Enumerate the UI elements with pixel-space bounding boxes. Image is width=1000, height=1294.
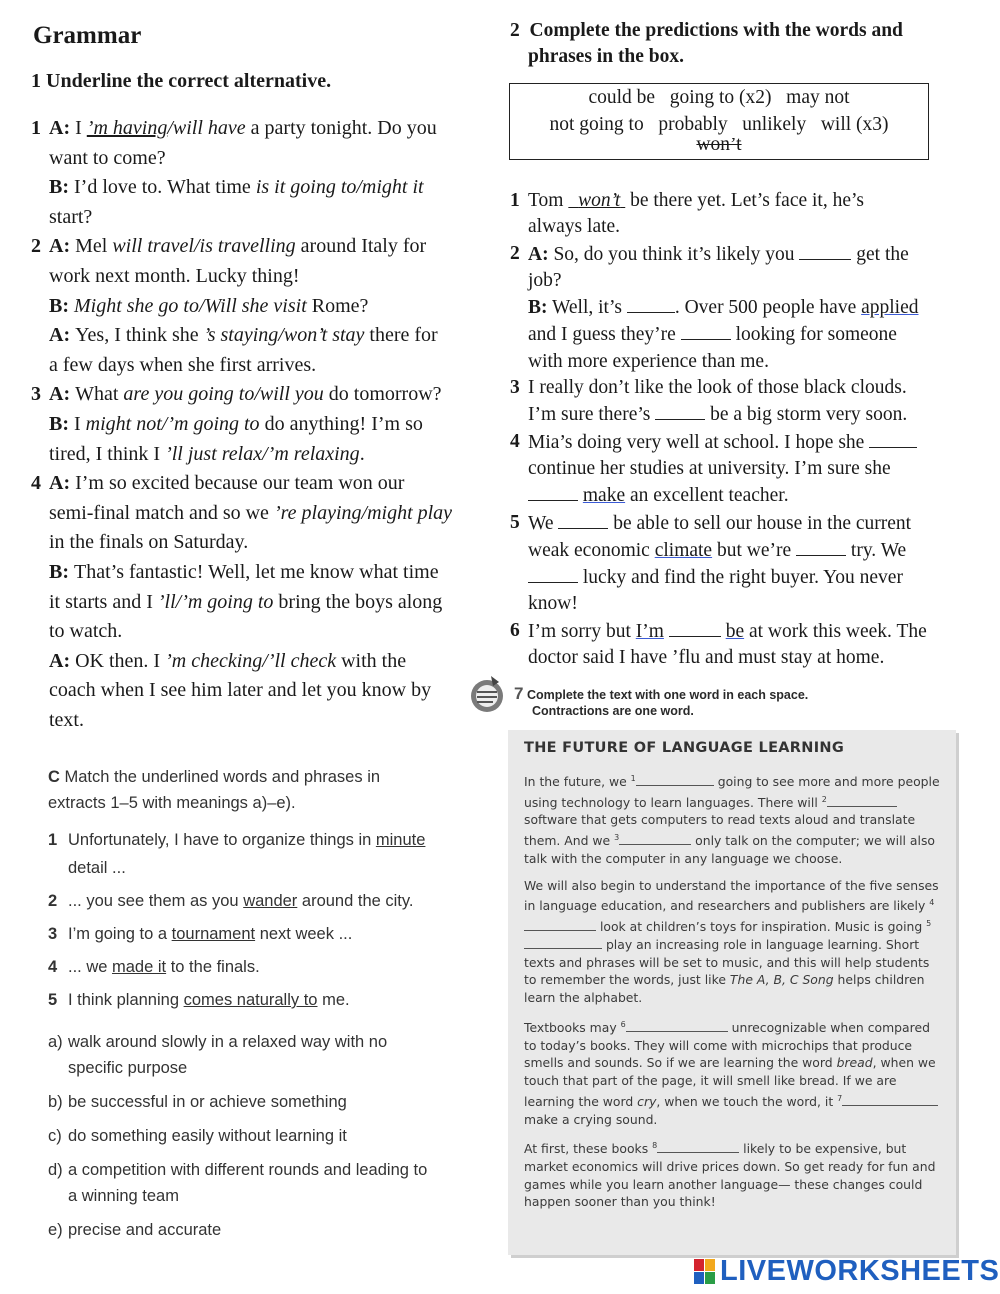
meaning-text: do something easily without learning it	[68, 1127, 347, 1145]
ex2-instruction-line1: Complete the predictions with the words and	[529, 20, 903, 41]
exC-meaning	[48, 1089, 478, 1115]
dialogue-text: a party tonight. Do you	[245, 117, 437, 139]
speaker-label: A:	[49, 383, 76, 406]
reading-title: THE FUTURE OF LANGUAGE LEARNING	[524, 740, 845, 756]
word-box	[509, 83, 929, 160]
item-number: 4	[31, 472, 41, 495]
exC-instruction	[48, 764, 478, 816]
dialogue-text: Rome?	[306, 294, 369, 317]
word-box-item-crossed: won’t	[696, 138, 742, 152]
dialogue-text: it starts and I	[49, 590, 158, 613]
speaker-label: B:	[49, 412, 74, 435]
ex2-item-5: 5 We be able to sell our house in the current weak economic climate but we’re try. We lucky and find the right buyer. You never know!	[510, 511, 912, 615]
answer-blank[interactable]	[528, 482, 578, 501]
dialogue-line	[49, 499, 481, 529]
meaning-letter: b)	[48, 1093, 63, 1111]
underlined-phrase: comes naturally to	[183, 991, 318, 1009]
exC-extract-3	[48, 920, 478, 948]
ex7-instruction	[514, 686, 808, 719]
extract-text: to the finals.	[166, 958, 260, 976]
alternative-option[interactable]: ’m having	[86, 117, 168, 139]
dialogue-text: That’s fantastic! Well, let me know what time	[74, 560, 439, 583]
dialogue-text: I’m so excited because our team won our	[75, 472, 405, 495]
dialogue-text: I	[74, 412, 86, 435]
item-number: 2	[48, 892, 58, 910]
dialogue-text: Yes, I think she	[75, 324, 204, 347]
speaker-label: B:	[49, 176, 74, 199]
underlined-phrase: made it	[112, 958, 167, 976]
speaker-label: B:	[49, 294, 74, 317]
meaning-text: a winning team	[68, 1187, 179, 1205]
extract-text: me.	[317, 991, 350, 1009]
text-blank[interactable]	[657, 1141, 739, 1153]
dialogue-line	[49, 647, 481, 677]
exC-label: C	[48, 768, 60, 786]
alternative-option[interactable]: ’s staying/won’t stay	[203, 324, 365, 347]
reading-paragraph-4: At first, these books $^8$ likely to be expensive, but market economics will drive prices down. So get ready for fun and games while you learn another language— these changes could happen sooner than you think!	[524, 1141, 936, 1210]
dialogue-line	[49, 114, 481, 144]
alternative-option[interactable]: Might she go to/Will she visit	[74, 294, 307, 317]
dialogue-text: What	[75, 383, 124, 406]
text-blank[interactable]	[626, 1020, 728, 1032]
word-box-item: unlikely	[742, 114, 807, 135]
extract-text: Unfortunately, I have to organize things in	[68, 831, 376, 849]
ex2-item-2: 2 A: So, do you think it’s likely you get the job? B: Well, it’s . Over 500 people have applied and I guess they’re looking for someone with more experience than me.	[510, 242, 919, 372]
ex1-instruction	[31, 70, 331, 93]
word-box-line1	[510, 84, 928, 111]
ex7-instruction-line1: Complete the text with one word in each space.	[526, 688, 809, 702]
ex2-item-6: 6 I’m sorry but I’m be at work this week. The doctor said I have ’flu and must stay at home.	[510, 619, 927, 669]
dialogue-text: do tomorrow?	[323, 383, 442, 406]
word-box-item: may not	[786, 87, 850, 108]
dialogue-text: I	[75, 117, 87, 139]
answer-blank[interactable]	[681, 321, 731, 340]
reading-paragraph-3: Textbooks may $^6$ unrecognizable when compared to today’s books. They will come with microchips that produce smells and sounds. So if we are learning the word bread, when we touch that part of the page, it will smell like bread. If we are learning the word cry, when we touch the word, it $^7$ make a crying sound.	[524, 1016, 940, 1128]
dialogue-line	[49, 558, 481, 588]
dialogue-text: semi-final match and so we	[49, 501, 274, 524]
dialogue-text: bring the boys along	[273, 590, 443, 613]
word-box-item: probably	[658, 114, 728, 135]
answer-blank[interactable]	[655, 401, 705, 420]
exC-meaning	[48, 1123, 478, 1149]
ex1-item-4	[31, 469, 481, 735]
meaning-letter: a)	[48, 1033, 63, 1051]
extract-text: around the city.	[297, 892, 414, 910]
dialogue-text: text.	[49, 708, 84, 731]
dialogue-text: around Italy for	[295, 235, 427, 258]
meaning-text: walk around slowly in a relaxed way with no	[68, 1033, 388, 1051]
dialogue-text: in the finals on Saturday.	[49, 531, 249, 554]
extract-text: I think planning	[68, 991, 184, 1009]
dialogue-text: tired, I think I	[49, 442, 166, 465]
ex2-item-3: 3 I really don’t like the look of those black clouds. I’m sure there’s be a big storm very soon.	[510, 377, 908, 426]
underlined-phrase: wander	[243, 892, 298, 910]
dialogue-line	[49, 262, 481, 292]
dialogue-line	[49, 440, 481, 470]
meaning-text: be successful in or achieve something	[68, 1093, 347, 1111]
word-box-item: going to (x2)	[669, 87, 772, 108]
meaning-letter: e)	[48, 1221, 63, 1239]
ex1-instruction-text: Underline the correct alternative.	[46, 70, 332, 92]
answer-blank[interactable]	[669, 618, 721, 637]
dialogue-text: start?	[49, 205, 93, 228]
dialogue-line	[49, 144, 481, 174]
dialogue-line	[49, 588, 481, 618]
answer-blank[interactable]	[528, 564, 578, 583]
exC-meaning	[48, 1029, 478, 1081]
dialogue-line	[49, 232, 481, 262]
alternative-option[interactable]: is it going to/might it	[255, 176, 424, 199]
dialogue-text: a few days when she first arrives.	[49, 353, 317, 376]
answer-blank[interactable]	[558, 510, 608, 529]
answer-blank[interactable]	[799, 241, 851, 260]
alternative-option[interactable]: ’ll just relax/’m relaxing	[165, 442, 360, 465]
example-answer: won’t	[578, 190, 621, 211]
dialogue-text: coach when I see him later and let you know by	[49, 679, 432, 702]
dialogue-line	[49, 351, 481, 381]
exC-instruction-line2: extracts 1–5 with meanings a)–e).	[48, 794, 296, 812]
underlined-phrase: minute	[375, 831, 426, 849]
item-number: 4	[48, 958, 58, 976]
alternative-option[interactable]: will travel/is travelling	[112, 235, 296, 258]
alternative-option[interactable]: ’re playing/might play	[273, 501, 453, 524]
item-number: 5	[48, 991, 58, 1009]
answer-blank[interactable]	[796, 537, 846, 556]
dialogue-text: work next month. Lucky thing!	[49, 264, 300, 287]
item-number: 3	[48, 925, 58, 943]
exC-extract-1	[48, 826, 478, 882]
dialogue-line	[49, 292, 481, 322]
exC-instruction-line1: Match the underlined words and phrases in	[64, 768, 381, 786]
speaking-icon	[467, 672, 509, 714]
page-title: Grammar	[33, 22, 142, 49]
item-number: 1	[48, 831, 58, 849]
item-number: 3	[31, 383, 41, 406]
meaning-letter: d)	[48, 1161, 63, 1179]
text-blank[interactable]	[842, 1094, 938, 1106]
ex2-instruction-line2: phrases in the box.	[528, 46, 685, 67]
liveworksheets-logo-text: LIVEWORKSHEETS	[720, 1255, 1000, 1287]
liveworksheets-logo-icon	[694, 1259, 716, 1285]
word-box-item: will (x3)	[820, 114, 889, 135]
extract-text: detail ...	[68, 859, 126, 877]
dialogue-text: there for	[364, 324, 438, 347]
item-number: 1	[31, 117, 41, 139]
meaning-text: specific purpose	[68, 1059, 188, 1077]
ex1-item-1	[31, 114, 481, 232]
meaning-text: precise and accurate	[68, 1221, 222, 1239]
alternative-option[interactable]: /will have	[167, 117, 246, 139]
reading-paragraph-1: In the future, we $^1$ going to see more and more people using technology to learn languages. There will $^2$ software that gets computers to read texts aloud and translate them. And we $^3$ only talk on the computer; we will also talk with the computer in any language we choose.	[524, 773, 940, 866]
text-blank[interactable]	[827, 795, 897, 807]
dialogue-line	[49, 410, 481, 440]
text-blank[interactable]	[524, 919, 596, 931]
footer-logo[interactable]	[694, 1255, 999, 1288]
dialogue-text: I’d love to. What time	[74, 176, 256, 199]
speaker-label: B:	[49, 560, 74, 583]
exC-meaning	[48, 1217, 478, 1243]
speaker-label: A:	[49, 649, 76, 672]
dialogue-line	[49, 380, 481, 410]
speaker-label: A:	[49, 472, 76, 495]
text-blank[interactable]	[619, 833, 691, 845]
dialogue-line	[49, 469, 481, 499]
word-box-item: not going to	[549, 114, 644, 135]
speaker-label: A:	[49, 235, 76, 258]
reading-paragraph-2: We will also begin to understand the importance of the five senses in language education, and researchers and publishers are likely $^4$ look at children’s toys for inspiration. Music is going $^5$ play an increasing role in language learning. Short texts and phrases will be set to music, and this will help students to remember the words, just like The A, B, C Song helps children learn the alphabet.	[524, 877, 939, 1006]
exC-extract-5	[48, 986, 478, 1014]
extract-text: I’m going to a	[68, 925, 172, 943]
dialogue-text: OK then. I	[75, 649, 166, 672]
reading-panel	[508, 730, 956, 1255]
alternative-option[interactable]: ’m checking/’ll check	[165, 649, 337, 672]
dialogue-line	[49, 706, 481, 736]
ex2-instruction	[510, 18, 903, 70]
speaker-label: A:	[49, 117, 76, 139]
dialogue-text: Mel	[75, 235, 113, 258]
answer-blank[interactable]	[869, 429, 917, 448]
text-blank[interactable]	[636, 774, 714, 786]
dialogue-line	[49, 321, 481, 351]
meaning-letter: c)	[48, 1127, 62, 1145]
word-box-item: could be	[588, 87, 656, 108]
alternative-option[interactable]: might not/’m going to	[85, 412, 260, 435]
extract-text: ... you see them as you	[68, 892, 244, 910]
dialogue-text: to watch.	[49, 620, 123, 643]
extract-text: next week ...	[255, 925, 353, 943]
dialogue-text: with the	[336, 649, 407, 672]
exC-section	[48, 764, 478, 1251]
dialogue-text: .	[359, 442, 365, 465]
dialogue-text: want to come?	[49, 146, 166, 169]
exC-extract-2	[48, 887, 478, 915]
underlined-phrase: tournament	[171, 925, 256, 943]
ex2-number: 2	[510, 20, 520, 41]
dialogue-line	[49, 528, 481, 558]
ex1-items	[31, 114, 481, 735]
ex2-item-4: 4 Mia’s doing very well at school. I hope she continue her studies at university. I’m sure she make an excellent teacher.	[510, 429, 970, 510]
exC-meanings	[48, 1029, 478, 1251]
meaning-text: a competition with different rounds and leading to	[68, 1161, 428, 1179]
ex7-instruction-line2: Contractions are one word.	[532, 704, 694, 718]
alternative-option[interactable]: ’ll/’m going to	[157, 590, 274, 613]
ex7-number: 7	[514, 684, 524, 703]
ex1-item-3	[31, 380, 481, 469]
ex2-items	[510, 188, 970, 671]
word-box-line2	[510, 111, 928, 138]
exC-items	[48, 826, 478, 1019]
ex1-item-2	[31, 232, 481, 380]
dialogue-line	[49, 173, 481, 203]
exC-extract-4	[48, 953, 478, 981]
dialogue-line	[49, 617, 481, 647]
item-number: 2	[31, 235, 41, 258]
speaker-label: A:	[49, 324, 76, 347]
exC-meaning	[48, 1157, 478, 1209]
ex1-number: 1	[31, 70, 41, 92]
text-blank[interactable]	[524, 937, 602, 949]
dialogue-line	[49, 676, 481, 706]
answer-blank[interactable]	[627, 294, 675, 313]
ex2-item-1: 1 Tom won’t be there yet. Let’s face it, he’s always late.	[510, 190, 865, 238]
dialogue-text: do anything! I’m so	[259, 412, 423, 435]
dialogue-line	[49, 203, 481, 233]
alternative-option[interactable]: are you going to/will you	[123, 383, 324, 406]
extract-text: ... we	[68, 958, 113, 976]
